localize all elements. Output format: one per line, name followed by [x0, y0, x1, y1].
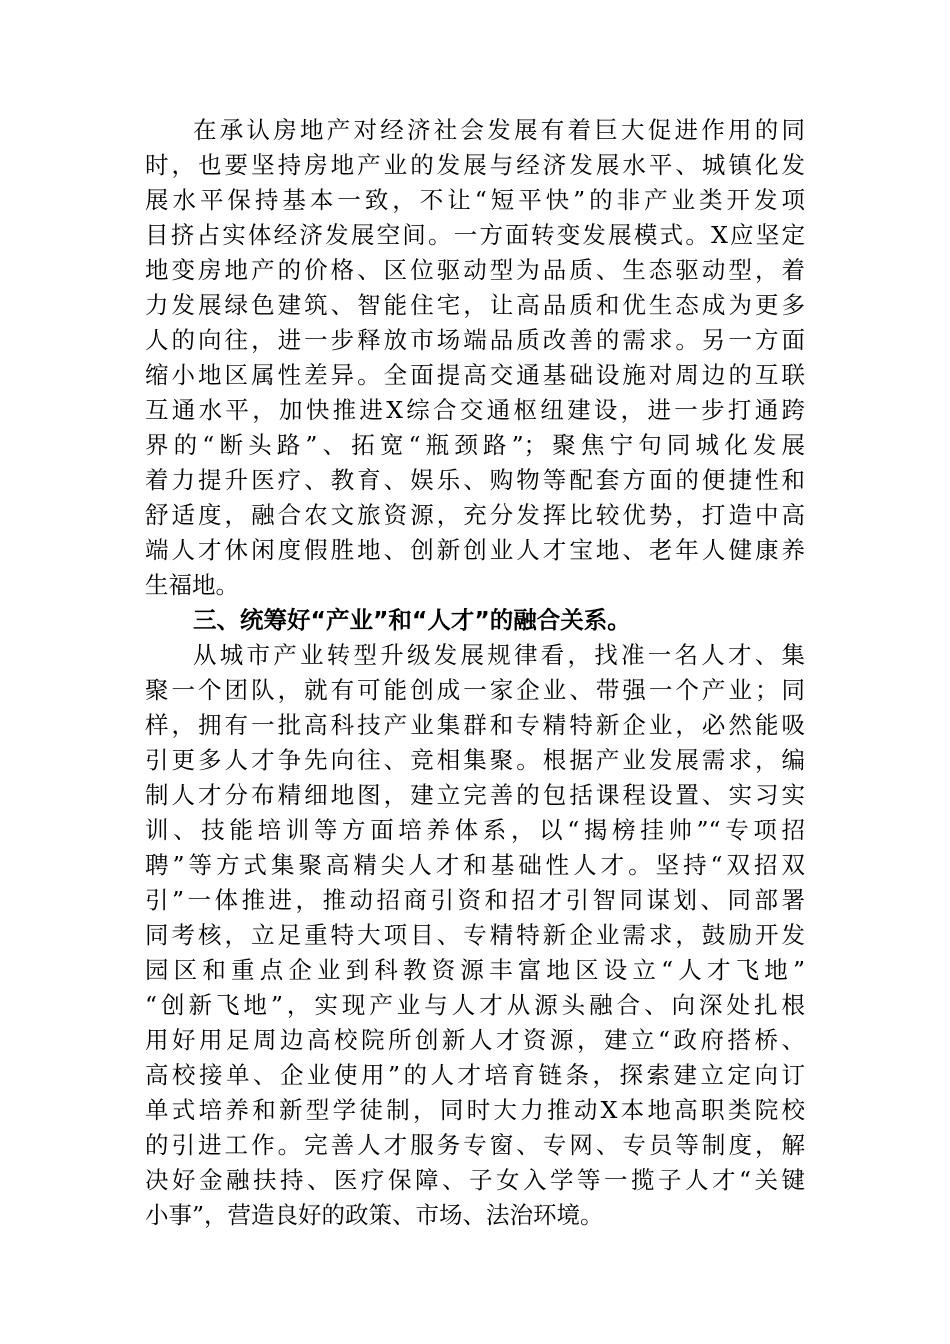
text-line: 展水平保持基本一致，不让“短平快”的非产业类开发项 [145, 186, 805, 214]
text-line: 缩小地区属性差异。全面提高交通基础设施对周边的互联 [145, 361, 805, 389]
text-line: 用好用足周边高校院所创新人才资源，建立“政府搭桥、 [145, 1026, 805, 1054]
text-line: 目挤占实体经济发展空间。一方面转变发展模式。X应坚定 [145, 221, 805, 249]
text-line: 同考核，立足重特大项目、专精特新企业需求，鼓励开发 [145, 921, 805, 949]
text-line: 聚一个团队，就有可能创成一家企业、带强一个产业；同 [145, 676, 805, 704]
paragraph-real-estate [145, 113, 805, 603]
text-line: 生福地。 [145, 571, 239, 599]
text-line: 制人才分布精细地图，建立完善的包括课程设置、实习实 [145, 781, 805, 809]
text-line: 高校接单、企业使用”的人才培育链条，探索建立定向订 [145, 1061, 805, 1089]
text-line: 园区和重点企业到科教资源丰富地区设立“人才飞地” [145, 956, 805, 984]
text-line: 舒适度，融合农文旅资源，充分发挥比较优势，打造中高 [145, 501, 805, 529]
text-line: 地变房地产的价格、区位驱动型为品质、生态驱动型，着 [145, 256, 805, 284]
text-line: 时，也要坚持房地产业的发展与经济发展水平、城镇化发 [145, 151, 805, 179]
text-line: 着力提升医疗、教育、娱乐、购物等配套方面的便捷性和 [145, 466, 805, 494]
document-page [145, 113, 805, 1233]
section-heading: 三、统筹好“产业”和“人才”的融合关系。 [193, 606, 631, 634]
text-line: 互通水平，加快推进X综合交通枢纽建设，进一步打通跨 [145, 396, 805, 424]
text-line: 从城市产业转型升级发展规律看，找准一名人才、集 [193, 641, 805, 669]
text-line: 引”一体推进，推动招商引资和招才引智同谋划、同部署 [145, 886, 805, 914]
text-line: 引更多人才争先向往、竞相集聚。根据产业发展需求，编 [145, 746, 805, 774]
text-line: 决好金融扶持、医疗保障、子女入学等一揽子人才“关键 [145, 1166, 805, 1194]
text-line: 的引进工作。完善人才服务专窗、专网、专员等制度，解 [145, 1131, 805, 1159]
text-line: 聘”等方式集聚高精尖人才和基础性人才。坚持“双招双 [145, 851, 805, 879]
text-line: 训、技能培训等方面培养体系，以“揭榜挂帅”“专项招 [145, 816, 805, 844]
text-line: 界的“断头路”、拓宽“瓶颈路”；聚焦宁句同城化发展 [145, 431, 805, 459]
text-line: “创新飞地”，实现产业与人才从源头融合、向深处扎根 [145, 991, 805, 1019]
text-line: 单式培养和新型学徒制，同时大力推动X本地高职类院校 [145, 1096, 805, 1124]
text-line: 小事”，营造良好的政策、市场、法治环境。 [145, 1201, 604, 1229]
text-line: 样，拥有一批高科技产业集群和专精特新企业，必然能吸 [145, 711, 805, 739]
text-line: 力发展绿色建筑、智能住宅，让高品质和优生态成为更多 [145, 291, 805, 319]
paragraph-industry-talent [145, 638, 805, 1233]
text-line: 人的向往，进一步释放市场端品质改善的需求。另一方面 [145, 326, 805, 354]
text-line: 端人才休闲度假胜地、创新创业人才宝地、老年人健康养 [145, 536, 805, 564]
text-line: 在承认房地产对经济社会发展有着巨大促进作用的同 [193, 116, 805, 144]
